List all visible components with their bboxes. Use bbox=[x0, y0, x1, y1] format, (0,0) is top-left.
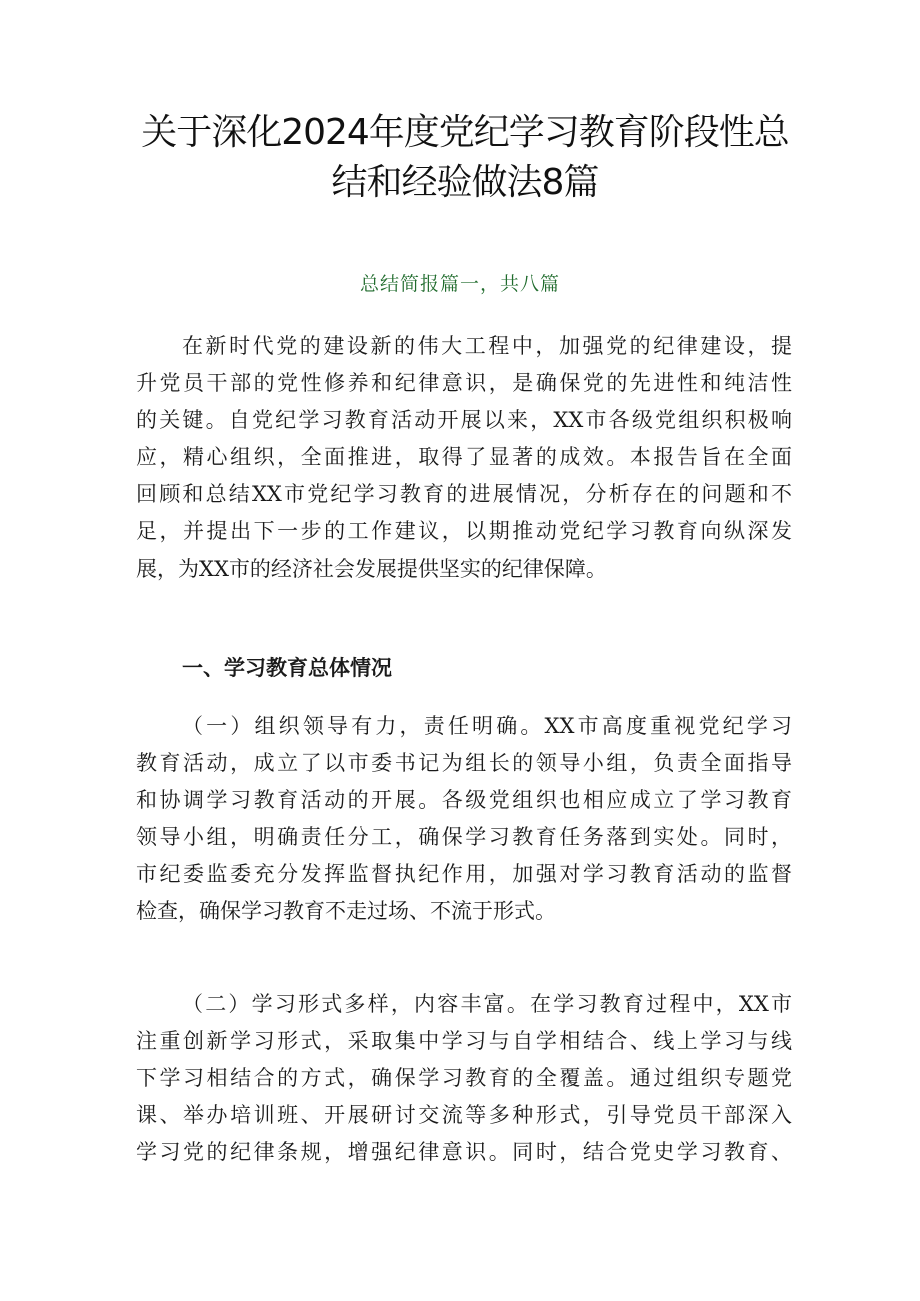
paragraph-line: （一）组织领导有力，责任明确。XX市高度重视党纪学习 bbox=[182, 714, 792, 738]
paragraph-line: 检查，确保学习教育不走过场、不流于形式。 bbox=[136, 899, 556, 924]
document-subtitle: 总结简报篇一，共八篇 bbox=[359, 273, 560, 295]
paragraph-line: 足，并提出下一步的工作建议，以期推动党纪学习教育向纵深发 bbox=[136, 519, 792, 544]
paragraph-line: 在新时代党的建设新的伟大工程中，加强党的纪律建设，提 bbox=[182, 334, 792, 358]
intro-paragraph bbox=[136, 328, 792, 588]
paragraph-line: 领导小组，明确责任分工，确保学习教育任务落到实处。同时， bbox=[136, 825, 792, 850]
paragraph-line: 学习党的纪律条规，增强纪律意识。同时，结合党史学习教育、 bbox=[136, 1140, 792, 1165]
section-heading: 一、学习教育总体情况 bbox=[182, 656, 392, 680]
section-paragraph-2 bbox=[136, 986, 792, 1171]
title-line-2: 结和经验做法8篇 bbox=[331, 162, 599, 203]
paragraph-line: 的关键。自党纪学习教育活动开展以来，XX市各级党组织积极响 bbox=[136, 408, 792, 433]
paragraph-line: 下学习相结合的方式，确保学习教育的全覆盖。通过组织专题党 bbox=[136, 1066, 792, 1091]
paragraph-line: 应，精心组织，全面推进，取得了显著的成效。本报告旨在全面 bbox=[136, 445, 792, 470]
paragraph-line: 注重创新学习形式，采取集中学习与自学相结合、线上学习与线 bbox=[136, 1029, 792, 1054]
paragraph-line: （二）学习形式多样，内容丰富。在学习教育过程中，XX市 bbox=[182, 992, 792, 1016]
paragraph-line: 展，为XX市的经济社会发展提供坚实的纪律保障。 bbox=[136, 556, 607, 581]
section-paragraph-1 bbox=[136, 708, 792, 931]
paragraph-line: 和协调学习教育活动的开展。各级党组织也相应成立了学习教育 bbox=[136, 788, 792, 813]
paragraph-line: 教育活动，成立了以市委书记为组长的领导小组，负责全面指导 bbox=[136, 751, 792, 776]
paragraph-line: 课、举办培训班、开展研讨交流等多种形式，引导党员干部深入 bbox=[136, 1103, 792, 1128]
paragraph-line: 回顾和总结XX市党纪学习教育的进展情况，分析存在的问题和不 bbox=[136, 482, 792, 507]
document-title bbox=[120, 108, 810, 208]
paragraph-line: 市纪委监委充分发挥监督执纪作用，加强对学习教育活动的监督 bbox=[136, 862, 792, 887]
title-line-1: 关于深化2024年度党纪学习教育阶段性总 bbox=[141, 112, 789, 153]
paragraph-line: 升党员干部的党性修养和纪律意识，是确保党的先进性和纯洁性 bbox=[136, 371, 792, 396]
